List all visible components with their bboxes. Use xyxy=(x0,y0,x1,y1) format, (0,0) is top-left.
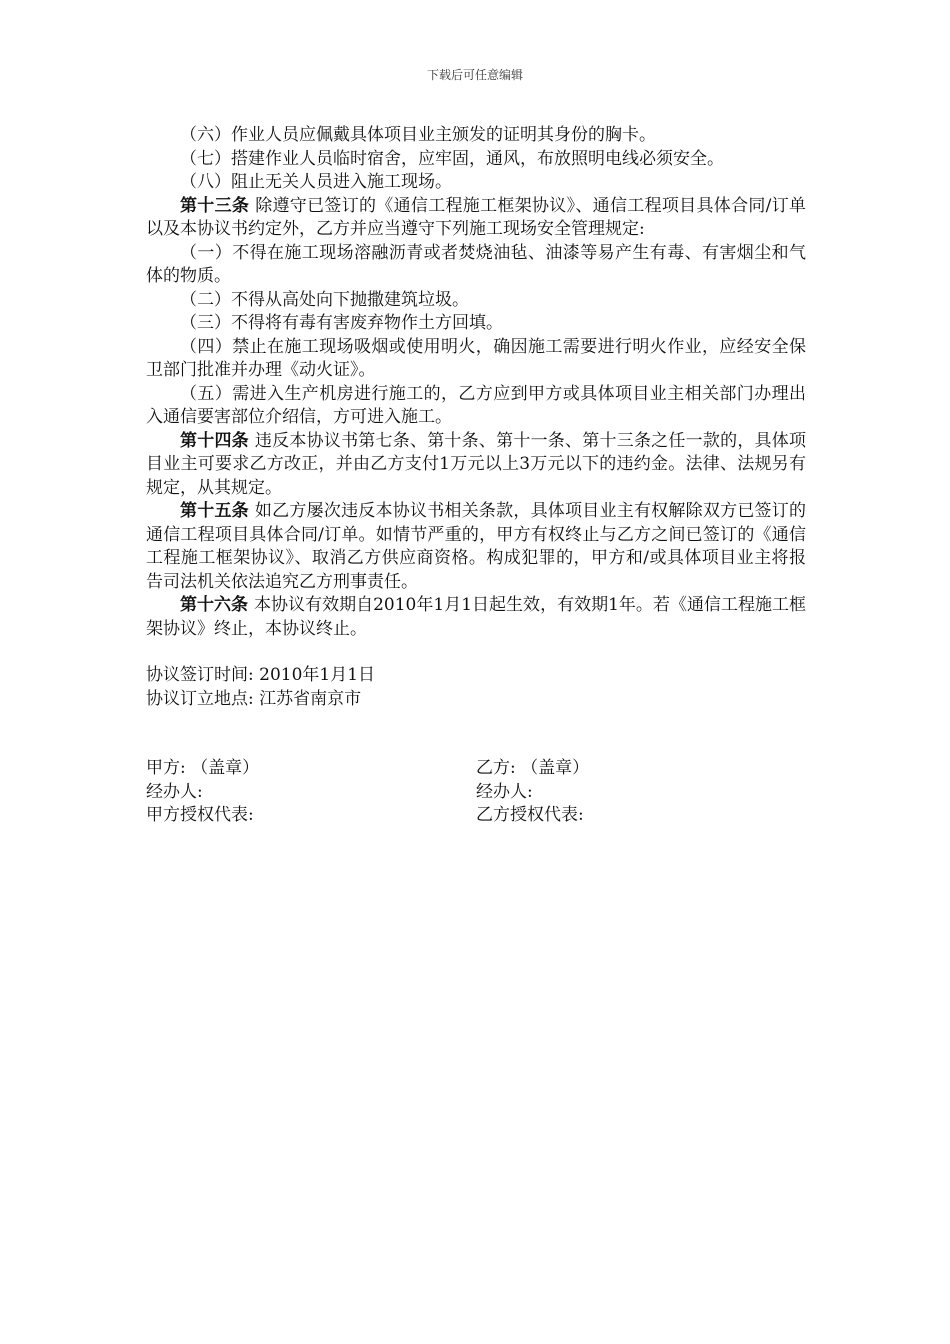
party-a-name: 甲方: （盖章） xyxy=(146,758,260,778)
article-label: 第十五条 xyxy=(180,501,249,521)
clause-item: （一）不得在施工现场溶融沥青或者焚烧油毡、油漆等易产生有毒、有害烟尘和气体的物质。 xyxy=(146,242,806,286)
article-text: 除遵守已签订的《通信工程施工框架协议》、通信工程项目具体合同/订单以及本协议书约定外，乙方并应当遵守下列施工现场安全管理规定: xyxy=(146,195,806,239)
article-label: 第十三条 xyxy=(180,195,250,216)
article-text: 本协议有效期自2010年1月1日起生效，有效期1年。若《通信工程施工框架协议》终止，本协议终止。 xyxy=(146,595,807,639)
article-label: 第十四条 xyxy=(180,430,249,451)
party-a xyxy=(146,757,476,828)
spacer xyxy=(146,734,806,757)
article-label: 第十六条 xyxy=(180,595,249,615)
article-text: 如乙方屡次违反本协议书相关条款，具体项目业主有权解除双方已签订的通信工程项目具体合同/订单。如情节严重的，甲方有权终止与乙方之间已签订的《通信工程施工框架协议》、取消乙方供应商资格。构成犯罪的，甲方和/或具体项目业主将报告司法机关依法追究乙方刑事责任。 xyxy=(146,501,807,592)
article-text: 违反本协议书第七条、第十条、第十一条、第十三条之任一款的，具体项目业主可要求乙方改正，并由乙方支付1万元以上3万元以下的违约金。法律、法规另有规定，从其规定。 xyxy=(146,430,807,498)
clause-item: （四）禁止在施工现场吸烟或使用明火，确因施工需要进行明火作业，应经安全保卫部门批准并办理《动火证》。 xyxy=(146,336,806,380)
signing-date: 协议签订时间: 2010年1月1日 xyxy=(146,665,376,685)
signature-block xyxy=(146,757,806,828)
party-b-rep: 乙方授权代表: xyxy=(476,805,584,825)
article-14 xyxy=(146,430,806,501)
clause-item: （七）搭建作业人员临时宿舍，应牢固，通风，布放照明电线必须安全。 xyxy=(180,148,724,169)
clause-item: （三）不得将有毒有害废弃物作土方回填。 xyxy=(180,313,503,333)
party-b-handler: 经办人: xyxy=(476,781,533,802)
party-b-name: 乙方: （盖章） xyxy=(476,758,590,778)
page-header: 下载后可任意编辑 xyxy=(426,68,523,82)
article-13 xyxy=(146,195,806,242)
spacer xyxy=(146,711,806,734)
clause-item: （五）需进入生产机房进行施工的，乙方应到甲方或具体项目业主相关部门办理出入通信要害部位介绍信，方可进入施工。 xyxy=(146,383,806,427)
party-a-rep: 甲方授权代表: xyxy=(146,805,254,825)
party-b xyxy=(476,757,806,828)
document-body xyxy=(146,124,806,828)
article-16 xyxy=(146,594,806,641)
signing-place: 协议订立地点: 江苏省南京市 xyxy=(146,688,362,709)
spacer xyxy=(146,641,806,664)
clause-item: （六）作业人员应佩戴具体项目业主颁发的证明其身份的胸卡。 xyxy=(180,125,656,145)
clause-item: （二）不得从高处向下抛撒建筑垃圾。 xyxy=(180,289,469,310)
party-a-handler: 经办人: xyxy=(146,781,203,802)
article-15 xyxy=(146,500,806,594)
clause-item: （八）阻止无关人员进入施工现场。 xyxy=(180,172,452,192)
